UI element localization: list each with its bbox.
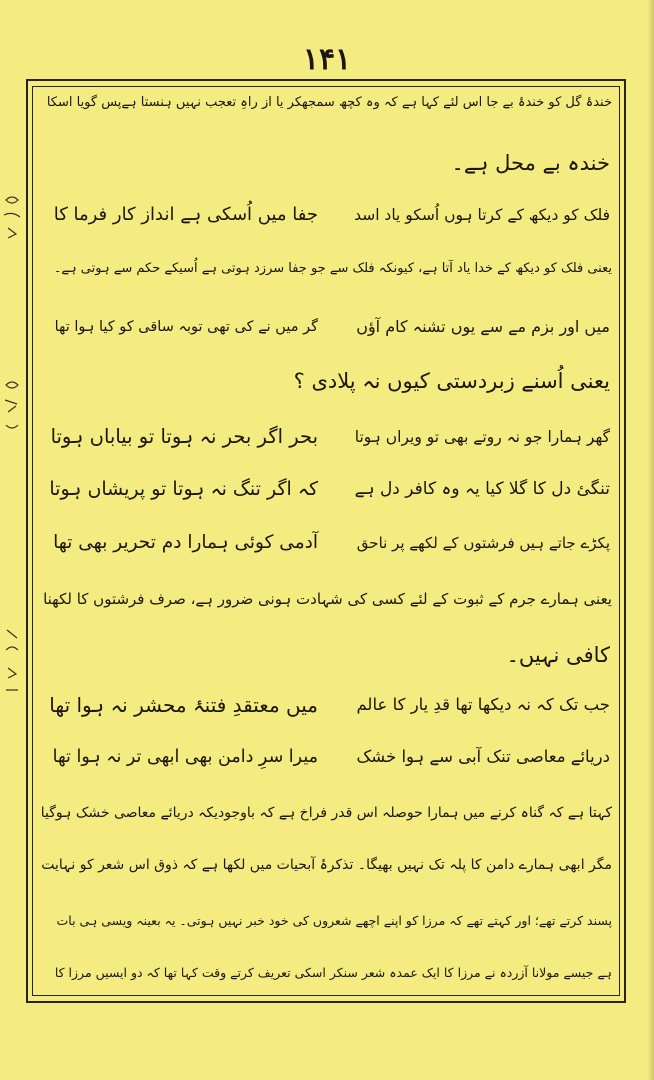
prose-line: پسند کرتے تھے؛ اور کہتے تھے کہ مرزا کو اپنے اچھے شعروں کی خود خبر نہیں ہوتی۔ یہ بعینہ ویسی ہی بات: [56, 913, 612, 928]
prose-line: خندہ بے محل ہے۔: [451, 151, 610, 175]
margin-ornament-marks: [0, 0, 26, 1080]
verse-second-hemistich: میں معتقدِ فتنۂ محشر نہ ہوا تھا: [49, 693, 318, 717]
verse-first-hemistich: تنگئ دل کا گلا کیا یہ وہ کافر دل ہے: [354, 479, 610, 499]
verse-second-hemistich: جفا میں اُسکی ہے انداز کار فرما کا: [53, 204, 318, 225]
prose-line: خندۂ گل کو خندۂ بے جا اس لئے کہا ہے کہ وہ کچھ سمجھکر یا از راہِ تعجب نہیں ہنستا ہےپس گویا اسکا: [46, 95, 612, 110]
verse-first-hemistich: گھر ہمارا جو نہ روتے بھی تو ویراں ہوتا: [354, 428, 610, 446]
verse-first-hemistich: فلک کو دیکھ کے کرتا ہوں اُسکو یاد اسد: [354, 206, 610, 224]
prose-line: یعنی فلک کو دیکھ کے خدا یاد آتا ہے، کیونکہ فلک سے جو جفا سرزد ہوتی ہے اُسیکے حکم سے ہوتی ہے۔: [53, 261, 612, 276]
verse-first-hemistich: جب تک کہ نہ دیکھا تھا قدِ یار کا عالم: [356, 695, 610, 714]
verse-second-hemistich: آدمی کوئی ہمارا دم تحریر بھی تھا: [53, 532, 318, 553]
prose-line: مگر ابھی ہمارے دامن کا پلہ تک نہیں بھیگا۔ تذکرۂ آبحیات میں لکھا ہے کہ ذوق اس شعر کو نہایت: [41, 857, 612, 873]
prose-line: یعنی ہمارے جرم کے ثبوت کے لئے کسی کی شہادت ہونی ضرور ہے، صرف فرشتوں کا لکھنا: [43, 590, 612, 608]
prose-line: کافی نہیں۔: [506, 643, 610, 667]
verse-first-hemistich: دریائے معاصی تنک آبی سے ہوا خشک: [356, 747, 610, 766]
verse-first-hemistich: پکڑے جاتے ہیں فرشتوں کے لکھے پر ناحق: [356, 534, 610, 552]
prose-line: کہتا ہے کہ گناہ کرنے میں ہمارا حوصلہ اس قدر فراخ ہے کہ باوجودیکہ دریائے معاصی خشک ہوگیا: [40, 805, 612, 821]
page-number: ۱۴۱: [302, 42, 352, 77]
prose-line: یعنی اُسنے زبردستی کیوں نہ پلادی ؟: [293, 369, 610, 393]
page-edge-shadow: [648, 0, 654, 1080]
prose-line: ہے جیسے مولانا آزردہ نے مرزا کا ایک عمدہ شعر سنکر اسکی تعریف کرتے وقت کہا تھا کہ دو ایسیں مرزا کا: [54, 965, 612, 980]
verse-second-hemistich: کہ اگر تنگ نہ ہوتا تو پریشاں ہوتا: [49, 478, 318, 500]
verse-first-hemistich: میں اور بزم مے سے یوں تشنہ کام آؤں: [356, 317, 610, 336]
verse-second-hemistich: میرا سرِ دامن بھی ابھی تر نہ ہوا تھا: [52, 747, 318, 767]
verse-second-hemistich: گر میں نے کی تھی توبہ ساقی کو کیا ہوا تھا: [54, 319, 318, 335]
verse-second-hemistich: بحر اگر بحر نہ ہوتا تو بیاباں ہوتا: [50, 425, 318, 448]
